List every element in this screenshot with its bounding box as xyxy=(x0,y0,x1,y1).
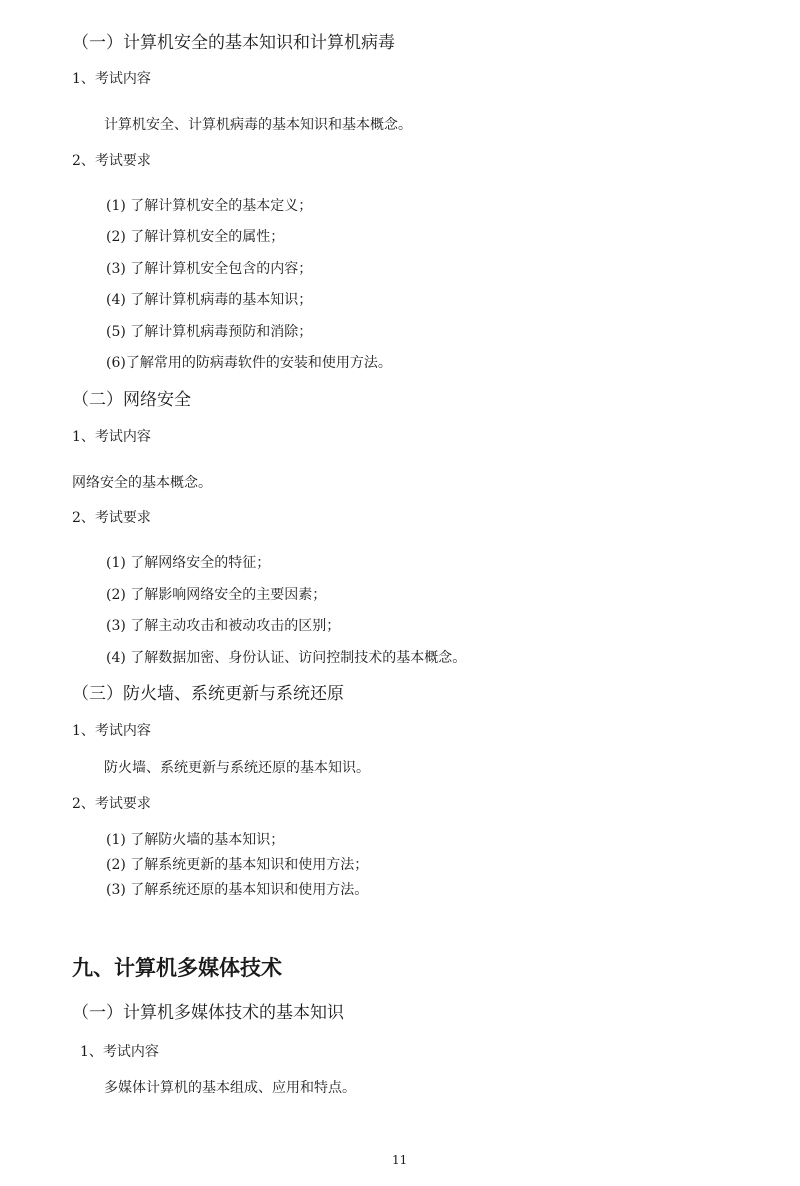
paragraph: 网络安全的基本概念。 xyxy=(72,475,212,491)
paragraph: 防火墙、系统更新与系统还原的基本知识。 xyxy=(104,760,370,776)
list-item: (2) 了解影响网络安全的主要因素； xyxy=(106,587,327,603)
list-item: (5) 了解计算机病毒预防和消除； xyxy=(106,324,313,340)
list-item: (3) 了解系统还原的基本知识和使用方法。 xyxy=(106,882,369,898)
paragraph: 计算机安全、计算机病毒的基本知识和基本概念。 xyxy=(104,117,412,133)
section-heading: （一）计算机多媒体技术的基本知识 xyxy=(72,1003,344,1023)
section-heading: （一）计算机安全的基本知识和计算机病毒 xyxy=(72,33,395,53)
paragraph: 多媒体计算机的基本组成、应用和特点。 xyxy=(104,1080,356,1096)
list-item: (2) 了解计算机安全的属性； xyxy=(106,229,285,245)
list-item: (6)了解常用的防病毒软件的安装和使用方法。 xyxy=(106,355,392,371)
subsection-heading: 2、考试要求 xyxy=(72,153,151,169)
list-item: (1) 了解网络安全的特征； xyxy=(106,555,271,571)
section-heading: （三）防火墙、系统更新与系统还原 xyxy=(72,684,344,704)
section-heading: （二）网络安全 xyxy=(72,390,191,410)
list-item: (1) 了解计算机安全的基本定义； xyxy=(106,198,313,214)
list-item: (3) 了解主动攻击和被动攻击的区别； xyxy=(106,618,341,634)
subsection-heading: 2、考试要求 xyxy=(72,796,151,812)
list-item: (3) 了解计算机安全包含的内容； xyxy=(106,261,313,277)
list-item: (4) 了解数据加密、身份认证、访问控制技术的基本概念。 xyxy=(106,650,467,666)
list-item: (4) 了解计算机病毒的基本知识； xyxy=(106,292,313,308)
subsection-heading: 1、考试内容 xyxy=(72,723,151,739)
list-item: (1) 了解防火墙的基本知识； xyxy=(106,832,285,848)
chapter-heading: 九、计算机多媒体技术 xyxy=(72,955,282,980)
page-number: 11 xyxy=(392,1153,408,1167)
subsection-heading: 1、考试内容 xyxy=(72,429,151,445)
subsection-heading: 1、考试内容 xyxy=(80,1044,159,1060)
subsection-heading: 1、考试内容 xyxy=(72,71,151,87)
list-item: (2) 了解系统更新的基本知识和使用方法； xyxy=(106,857,369,873)
subsection-heading: 2、考试要求 xyxy=(72,510,151,526)
